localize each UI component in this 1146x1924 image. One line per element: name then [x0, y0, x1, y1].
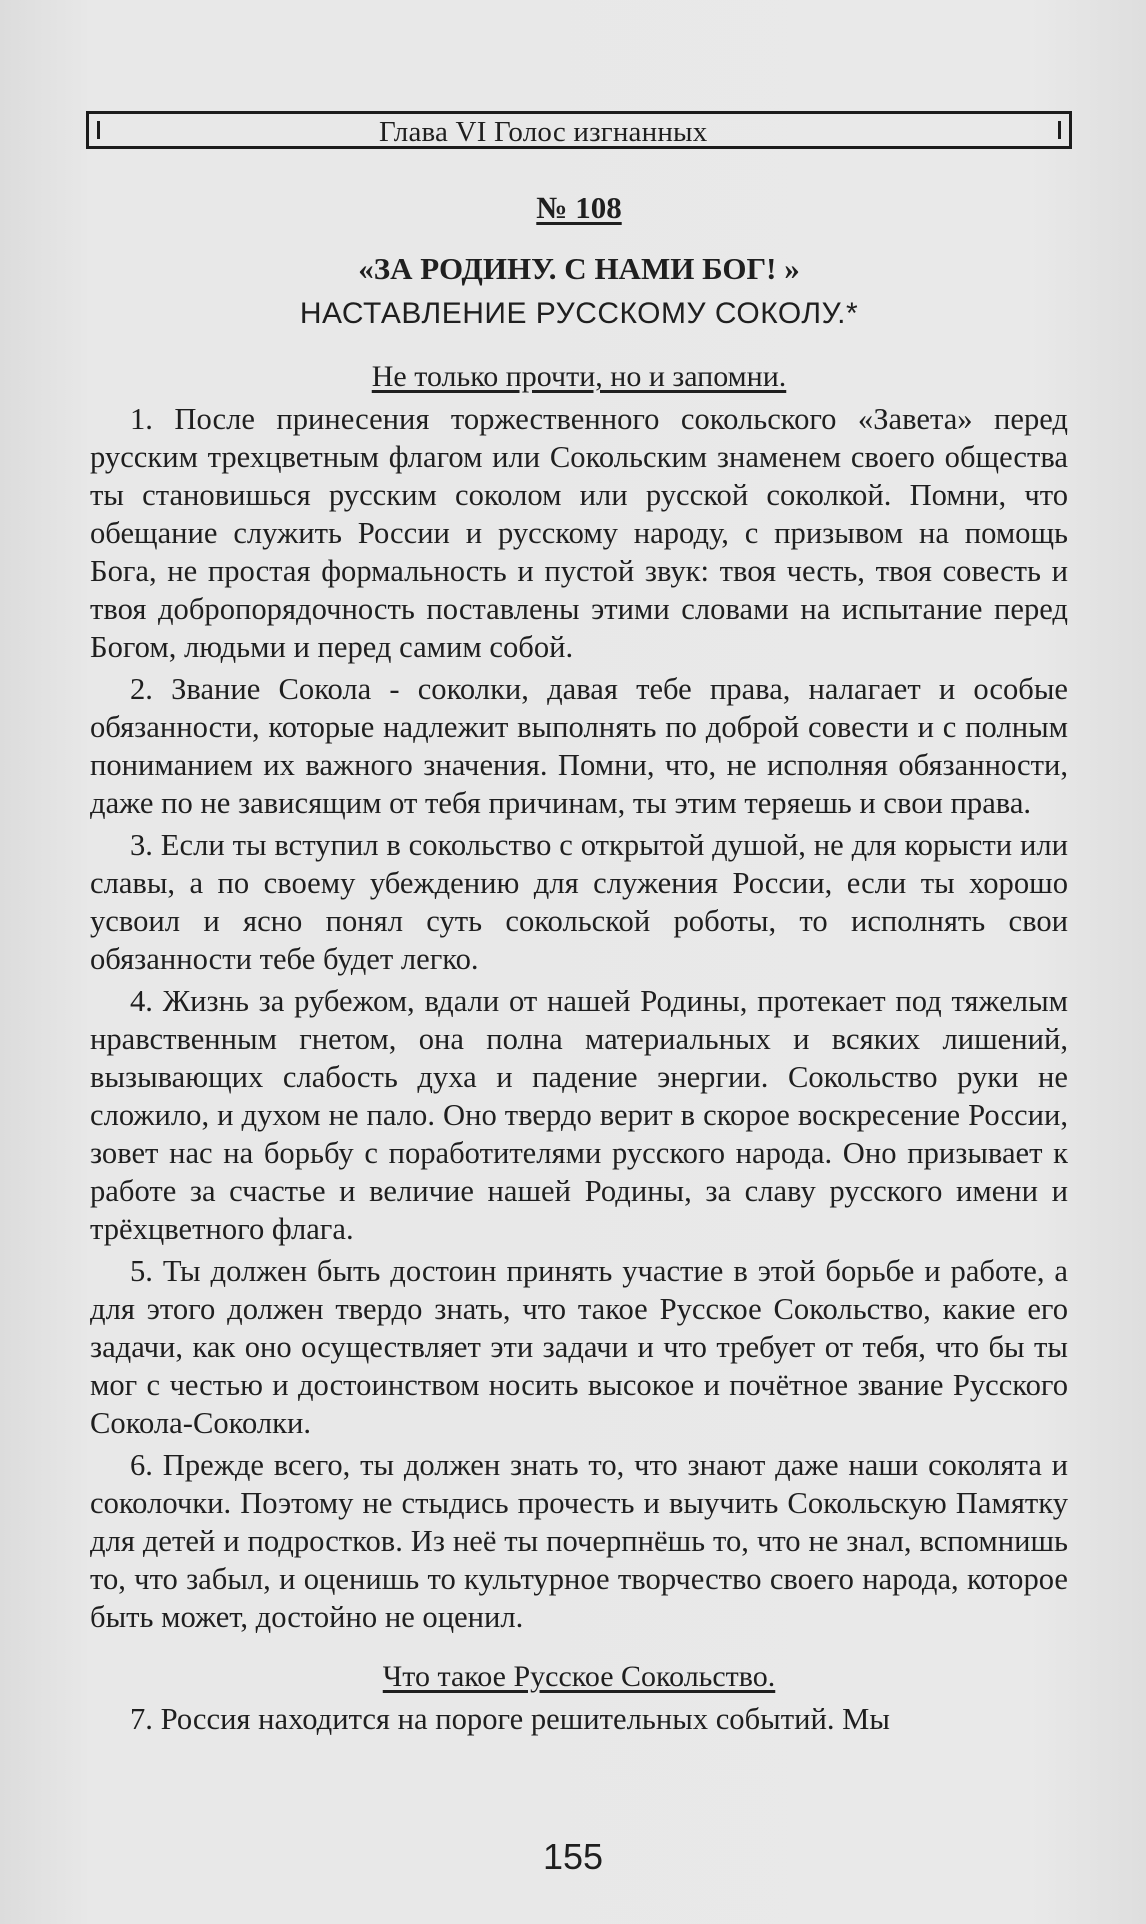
section-heading-text: Что такое Русское Сокольство. [382, 1660, 776, 1693]
paragraph-4: 4. Жизнь за рубежом, вдали от нашей Родины, протекает под тяжелым нравственным гнетом, она полна материальных и всяких лишений, вызывающих слабость духа и падение энергии. Сокольство руки не сложило, и духом не пало. Оно твердо верит в скорое воскресение России, зовет нас на борьбу с поработителями русского народа. Оно призывает к работе за счастье и величие нашей Родины, за славу русского имени и трёхцветного флага. [90, 984, 1068, 1246]
paragraph-7: 7. Россия находится на пороге решительных событий. Мы [130, 1702, 890, 1736]
document-title: «ЗА РОДИНУ. С НАМИ БОГ! » [358, 251, 800, 286]
paragraph-3: 3. Если ты вступил в сокольство с открытой душой, не для корысти или славы, а по своему убеждению для служения России, если ты хорошо усвоил и ясно понял суть сокольской роботы, то исполнять свои обязанности тебе будет легко. [90, 828, 1068, 976]
document-number: № 108 [536, 190, 622, 225]
paragraph-6: 6. Прежде всего, ты должен знать то, что знают даже наши соколята и соколочки. Поэтому не стыдись прочесть и выучить Сокольскую Памятку для детей и подростков. Из неё ты почерпнёшь то, что не знал, вспомнишь то, что забыл, и оценишь то культурное творчество своего народа, которое быть может, достойно не оценил. [90, 1448, 1068, 1634]
section-heading [90, 1654, 1068, 1700]
header-rule-right [1058, 121, 1061, 139]
paragraph-5: 5. Ты должен быть достоин принять участие в этой борьбе и работе, а для этого должен твердо знать, что такое Русское Сокольство, какие его задачи, как оно осуществляет эти задачи и что требует от тебя, что бы ты мог с честью и достоинством носить высокое и почётное звание Русского Сокола-Соколки. [90, 1254, 1068, 1440]
paragraph-2: 2. Звание Сокола - соколки, давая тебе права, налагает и особые обязанности, которые надлежит выполнять по доброй совести и с полным пониманием их важного значения. Помни, что, не исполняя обязанности, даже по не зависящим от тебя причинам, ты этим теряешь и свои права. [90, 672, 1068, 820]
paragraph-1: 1. После принесения торжественного сокольского «Завета» перед русским трехцветным флагом или Сокольским знаменем своего общества ты становишься русским соколом или русской соколкой. Помни, что обещание служить России и русскому народу, с призывом на помощь Бога, не простая формальность и пустой звук: твоя честь, твоя совесть и твоя добропорядочность поставлены этими словами на испытание перед Богом, людьми и перед самим собой. [90, 402, 1068, 664]
header-rule-left [97, 121, 100, 139]
epigraph-text: Не только прочти, но и запомни. [371, 360, 787, 393]
running-title: Глава VI Голос изгнанных [379, 116, 708, 148]
epigraph [90, 354, 1068, 400]
page-body [90, 190, 1068, 1738]
page-number: 155 [542, 1836, 604, 1877]
running-header [86, 111, 1072, 149]
document-subtitle: НАСТАВЛЕНИЕ РУССКОМУ СОКОЛУ.* [299, 297, 859, 330]
